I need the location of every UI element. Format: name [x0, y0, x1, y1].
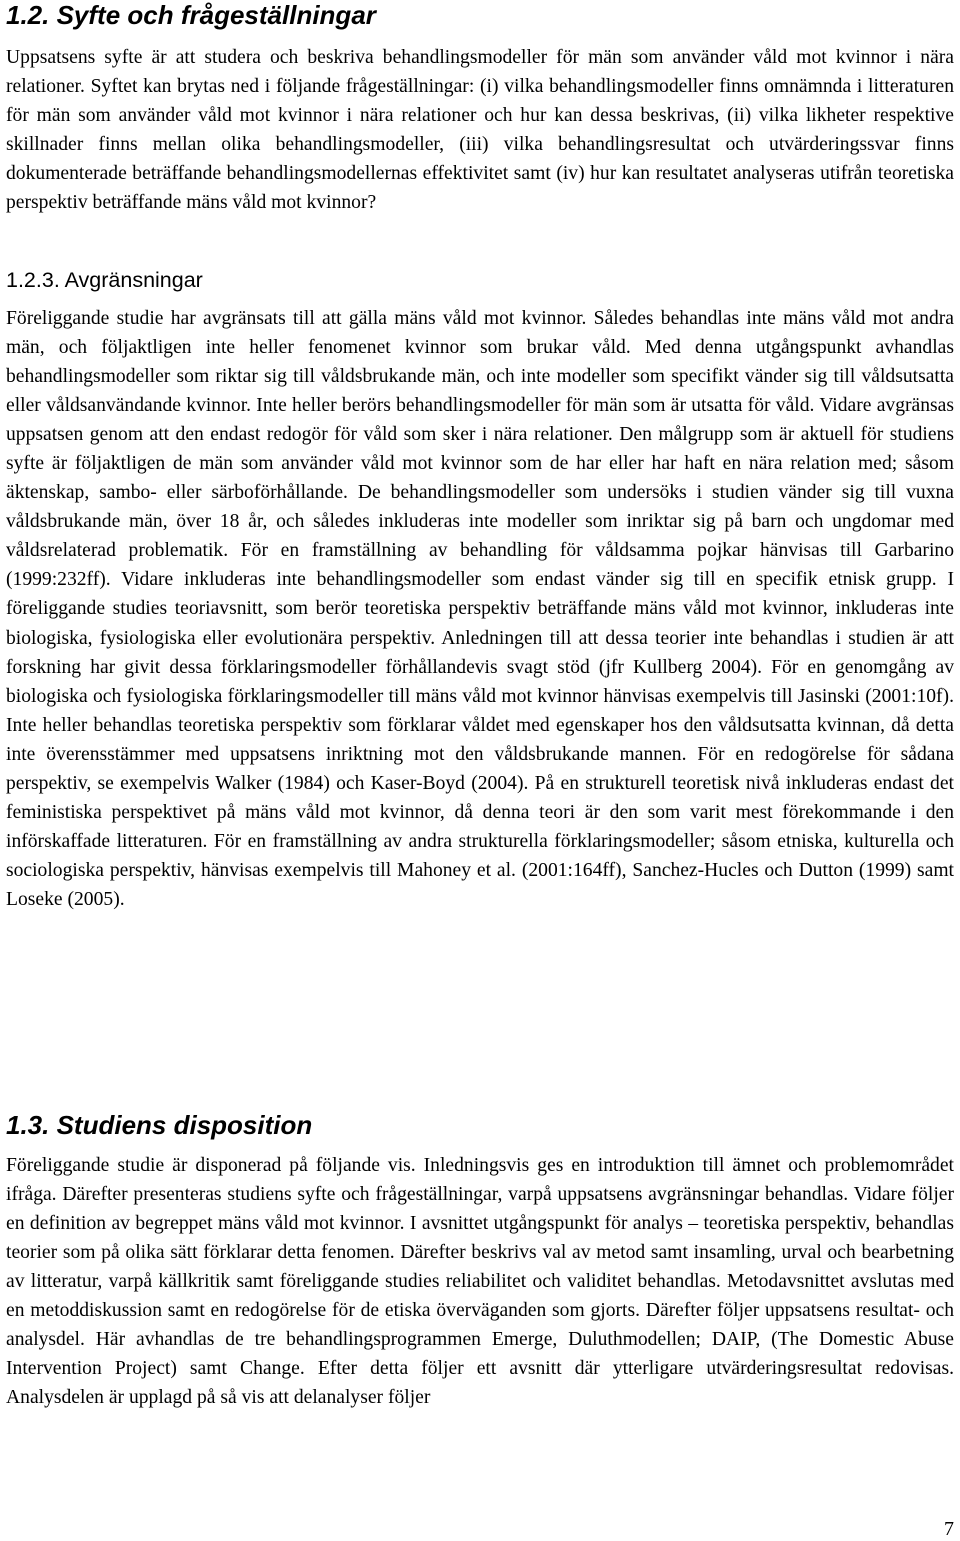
delimitations-paragraph: Föreliggande studie har avgränsats till att gälla mäns våld mot kvinnor. Således behandlas inte mäns våld mot andra män, och följaktligen inte heller fenomenet kvinnor som brukar våld. Med denna utgångspunkt avhandlas behandlingsmodeller som riktar sig till våldsbrukande män, och inte modeller som specifikt vänder sig till våldsutsatta eller våldsanvändande kvinnor. Inte heller berörs behandlingsmodeller för män som är utsatta för våld. Vidare avgränsas uppsatsen genom att den endast redogör för våld som sker i nära relationer. Den målgrupp som är aktuell för studiens syfte är följaktligen de män som använder våld mot kvinnor som de har eller har haft en nära relation med; såsom äktenskap, sambo- eller särboförhållande. De behandlingsmodeller som undersöks i studien vänder sig till vuxna våldsbrukande män, över 18 år, och således inkluderas inte modeller som inriktar sig på barn och ungdomar med våldsrelaterad problematik. För en framställning av behandling för våldsamma pojkar hänvisas till Garbarino (1999:232ff). Vidare inkluderas inte behandlingsmodeller som endast vänder sig till en specifik etnisk grupp. I föreliggande studies teoriavsnitt, som berör teoretiska perspektiv beträffande mäns våld mot kvinnor, inkluderas inte biologiska, fysiologiska eller evolutionära perspektiv. Anledningen till att dessa teorier inte behandlas i studien är att forskning har givit dessa förklaringsmodeller förhållandevis svagt stöd (jfr Kullberg 2004). För en genomgång av biologiska och fysiologiska förklaringsmodeller till mäns våld mot kvinnor hänvisas exempelvis till Jasinski (2001:10f). Inte heller behandlas teoretiska perspektiv som förklarar våldet med egenskaper hos den våldsutsatta kvinnan, då detta inte överensstämmer med uppsatsens inriktning mot den våldsbrukande mannen. För en redogörelse för sådana perspektiv, se exempelvis Walker (1984) och Kaser-Boyd (2004). På en strukturell teoretisk nivå inkluderas endast det feministiska perspektivet på mäns våld mot kvinnor, då denna teori är den som varit mest förekommande i den införskaffade litteraturen. För en framställning av andra strukturella förklaringsmodeller; såsom etniska, kulturella och sociologiska perspektiv, hänvisas exempelvis till Mahoney et al. (2001:164ff), Sanchez-Hucles och Dutton (1999) samt Loseke (2005). — [6, 308, 954, 910]
page-number: 7 — [944, 1518, 954, 1540]
section-heading-delimitations: 1.2.3. Avgränsningar — [6, 268, 203, 292]
section-heading-disposition: 1.3. Studiens disposition — [6, 1110, 313, 1140]
purpose-paragraph: Uppsatsens syfte är att studera och beskriva behandlingsmodeller för män som använder våld mot kvinnor i nära relationer. Syftet kan brytas ned i följande frågeställningar: (i) vilka behandlingsmodeller finns omnämnda i litteraturen för män som använder våld mot kvinnor i nära relationer och hur kan dessa beskrivas, (ii) vilka likheter respektive skillnader finns mellan olika behandlingsmodeller, (iii) vilka behandlingsresultat och utvärderingssvar finns dokumenterade beträffande behandlingsmodellernas effektivitet samt (iv) hur kan resultatet analyseras utifrån teoretiska perspektiv beträffande mäns våld mot kvinnor? — [6, 47, 954, 214]
disposition-paragraph: Föreliggande studie är disponerad på följande vis. Inledningsvis ges en introduktion till ämnet och problemområdet ifråga. Därefter presenteras studiens syfte och frågeställningar, varpå uppsatsens avgränsningar behandlas. Vidare följer en definition av begreppet mäns våld mot kvinnor. I avsnittet utgångspunkt för analys – teoretiska perspektiv, behandlas teorier som på olika sätt förklarar detta fenomen. Därefter beskrivs val av metod samt insamling, urval och bearbetning av litteratur, varpå källkritik samt föreliggande studies reliabilitet och validitet behandlas. Metodavsnittet avslutas med en metoddiskussion samt en redogörelse för de etiska överväganden som gjorts. Därefter följer uppsatsens resultat- och analysdel. Här avhandlas de tre behandlingsprogrammen Emerge, Duluthmodellen; DAIP, (The Domestic Abuse Intervention Project) samt Change. Efter detta följer ett avsnitt där ytterligare utvärderingsresultat redovisas. Analysdelen är upplagd på så vis att delanalyser följer — [6, 1155, 954, 1409]
section-heading-purpose: 1.2. Syfte och frågeställningar — [6, 0, 376, 30]
